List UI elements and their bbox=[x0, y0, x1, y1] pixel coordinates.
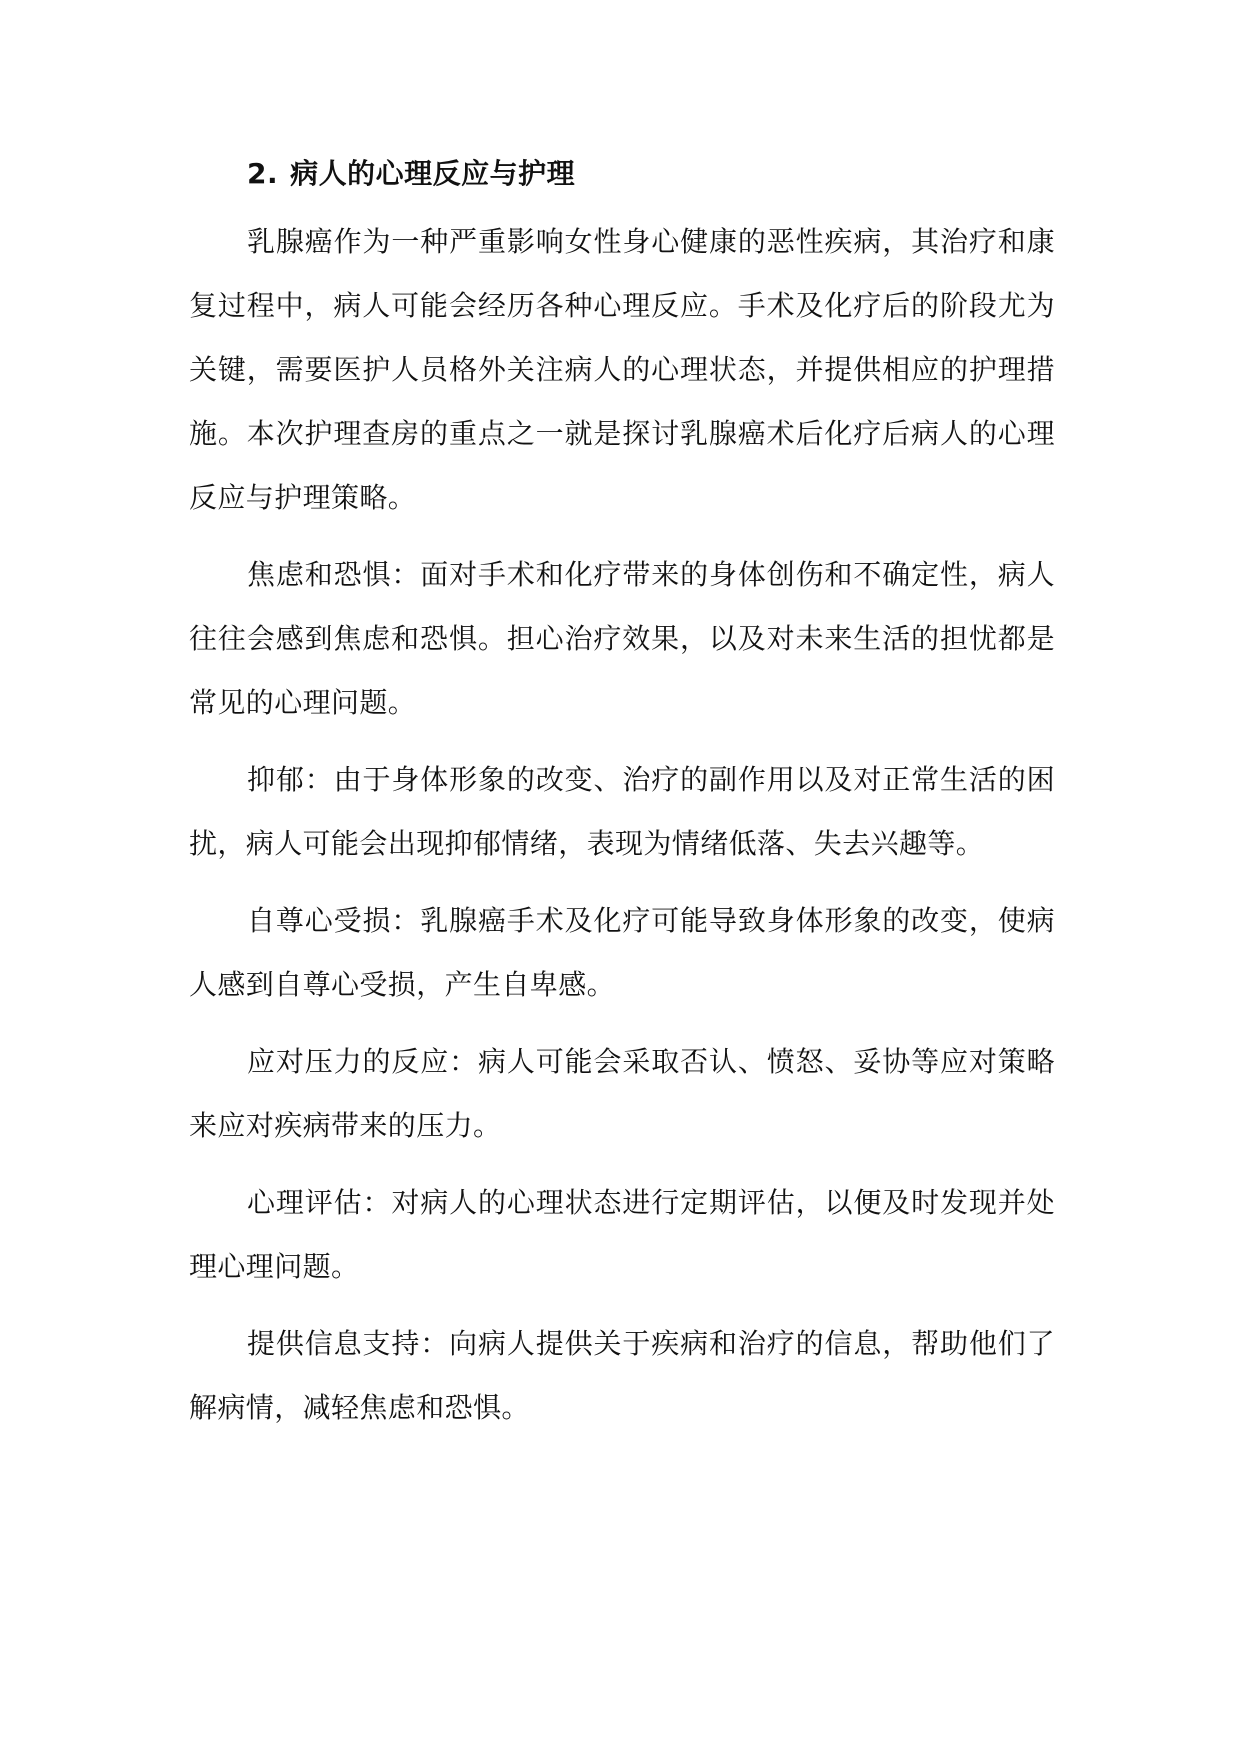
paragraph-intro: 乳腺癌作为一种严重影响女性身心健康的恶性疾病，其治疗和康复过程中，病人可能会经历各种心理反应。手术及化疗后的阶段尤为关键，需要医护人员格外关注病人的心理状态，并提供相应的护理措施。本次护理查房的重点之一就是探讨乳腺癌术后化疗后病人的心理反应与护理策略。 bbox=[189, 225, 1055, 514]
paragraph-self-esteem: 自尊心受损：乳腺癌手术及化疗可能导致身体形象的改变，使病人感到自尊心受损，产生自卑感。 bbox=[189, 904, 1055, 1001]
section-title: 病人的心理反应与护理 bbox=[290, 157, 576, 190]
paragraph-psych-assessment: 心理评估：对病人的心理状态进行定期评估，以便及时发现并处理心理问题。 bbox=[189, 1186, 1055, 1283]
section-heading bbox=[247, 148, 1055, 200]
paragraph-anxiety-fear: 焦虑和恐惧：面对手术和化疗带来的身体创伤和不确定性，病人往往会感到焦虑和恐惧。担心治疗效果，以及对未来生活的担忧都是常见的心理问题。 bbox=[189, 558, 1055, 719]
paragraph-depression: 抑郁：由于身体形象的改变、治疗的副作用以及对正常生活的困扰，病人可能会出现抑郁情绪，表现为情绪低落、失去兴趣等。 bbox=[189, 763, 1055, 860]
paragraph-info-support: 提供信息支持：向病人提供关于疾病和治疗的信息，帮助他们了解病情，减轻焦虑和恐惧。 bbox=[189, 1327, 1055, 1424]
paragraph-stress-response: 应对压力的反应：病人可能会采取否认、愤怒、妥协等应对策略来应对疾病带来的压力。 bbox=[189, 1045, 1055, 1142]
section-number: 2. bbox=[247, 157, 279, 190]
document-body bbox=[189, 148, 1055, 1453]
